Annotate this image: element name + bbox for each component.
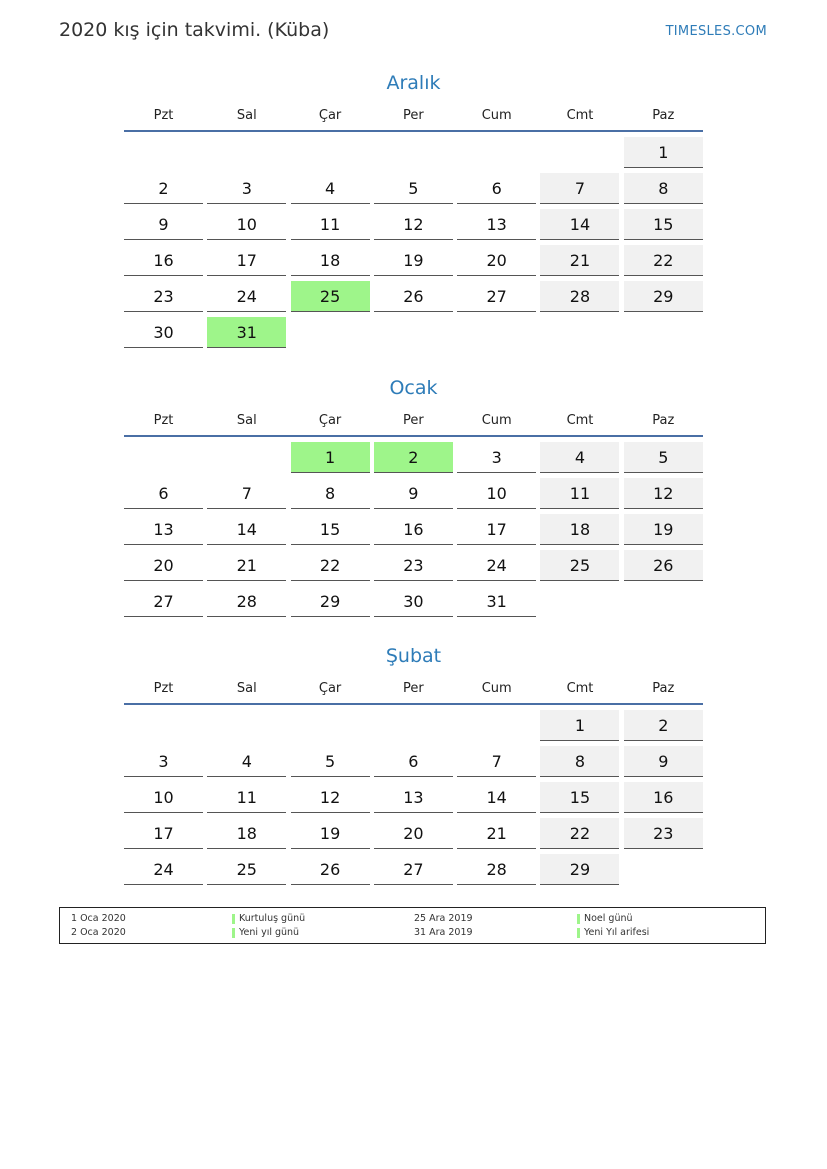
week-row [124,782,703,818]
day-cell: 12 [374,209,453,240]
holiday-color-marker [577,914,580,924]
empty-day-cell [374,710,453,741]
month-title: Aralık [386,72,441,94]
week-row [124,245,703,281]
legend-date: 2 Oca 2020 [71,927,126,938]
day-cell: 29 [291,586,370,617]
empty-day-cell [291,710,370,741]
day-cell: 29 [624,281,703,312]
day-cell: 31 [207,317,286,348]
day-cell: 18 [291,245,370,276]
day-cell: 23 [374,550,453,581]
day-cell: 20 [457,245,536,276]
day-cell: 26 [291,854,370,885]
day-cell: 4 [540,442,619,473]
day-cell: 3 [207,173,286,204]
day-cell: 17 [457,514,536,545]
legend-holiday-name: Yeni yıl günü [239,927,300,938]
day-cell: 25 [207,854,286,885]
day-cell: 19 [624,514,703,545]
day-cell: 7 [457,746,536,777]
day-cell: 28 [457,854,536,885]
empty-day-cell [124,137,203,168]
day-cell: 8 [291,478,370,509]
empty-day-cell [457,317,536,348]
day-cell: 9 [624,746,703,777]
weekday-label: Paz [652,413,675,428]
week-row [124,173,703,209]
empty-day-cell [624,854,703,885]
empty-day-cell [457,137,536,168]
day-cell: 7 [540,173,619,204]
week-row [124,442,703,478]
day-cell: 21 [457,818,536,849]
day-cell: 2 [124,173,203,204]
week-row [124,710,703,746]
week-row [124,550,703,586]
day-cell: 16 [374,514,453,545]
week-row [124,514,703,550]
day-cell: 10 [207,209,286,240]
day-cell: 15 [291,514,370,545]
weekday-label: Sal [236,681,257,696]
empty-day-cell [374,317,453,348]
weekday-label: Cmt [566,681,594,696]
day-cell: 4 [207,746,286,777]
day-cell: 26 [374,281,453,312]
weekday-label: Per [403,108,424,123]
day-cell: 2 [624,710,703,741]
week-row [124,854,703,890]
day-cell: 20 [124,550,203,581]
day-cell: 10 [457,478,536,509]
weekday-label: Çar [318,108,342,123]
weekday-label: Cum [481,108,512,123]
weekday-label: Sal [236,413,257,428]
day-cell: 6 [457,173,536,204]
month-february [124,643,703,890]
day-cell: 19 [374,245,453,276]
empty-day-cell [374,137,453,168]
week-row [124,137,703,173]
week-row [124,317,703,353]
day-cell: 16 [124,245,203,276]
weekday-label: Cum [481,413,512,428]
day-cell: 8 [540,746,619,777]
empty-day-cell [540,586,619,617]
day-cell: 5 [374,173,453,204]
legend-date: 31 Ara 2019 [414,927,473,938]
day-cell: 5 [624,442,703,473]
day-cell: 9 [374,478,453,509]
day-cell: 31 [457,586,536,617]
day-cell: 23 [624,818,703,849]
empty-day-cell [624,586,703,617]
weekday-label: Cmt [566,108,594,123]
legend-date: 25 Ara 2019 [414,913,473,924]
day-cell: 24 [124,854,203,885]
day-cell: 23 [124,281,203,312]
weekday-header [124,681,703,703]
week-row [124,209,703,245]
header-divider [124,130,703,132]
day-cell: 4 [291,173,370,204]
empty-day-cell [540,137,619,168]
day-cell: 21 [207,550,286,581]
empty-day-cell [207,710,286,741]
day-cell: 24 [207,281,286,312]
day-cell: 17 [124,818,203,849]
day-cell: 15 [540,782,619,813]
day-cell: 10 [124,782,203,813]
empty-day-cell [124,710,203,741]
weekday-label: Cum [481,681,512,696]
legend-holiday [232,913,305,924]
day-cell: 18 [207,818,286,849]
day-cell: 11 [540,478,619,509]
header-divider [124,435,703,437]
weekday-label: Cmt [566,413,594,428]
day-cell: 22 [540,818,619,849]
month-december [124,70,703,353]
holiday-color-marker [232,914,235,924]
brand-link[interactable]: TIMESLES.COM [665,24,767,39]
day-cell: 13 [124,514,203,545]
weekday-label: Paz [652,108,675,123]
day-cell: 15 [624,209,703,240]
week-row [124,478,703,514]
weekday-label: Pzt [153,413,174,428]
day-cell: 24 [457,550,536,581]
day-cell: 28 [207,586,286,617]
month-title: Şubat [385,645,442,667]
day-cell: 14 [207,514,286,545]
weekday-label: Pzt [153,108,174,123]
weekday-header [124,413,703,435]
day-cell: 11 [207,782,286,813]
weekday-label: Pzt [153,681,174,696]
day-cell: 8 [624,173,703,204]
legend-holiday-name: Kurtuluş günü [239,913,306,924]
day-cell: 30 [374,586,453,617]
day-cell: 12 [291,782,370,813]
day-cell: 6 [374,746,453,777]
week-row [124,586,703,622]
empty-day-cell [540,317,619,348]
day-cell: 19 [291,818,370,849]
day-cell: 1 [291,442,370,473]
day-cell: 12 [624,478,703,509]
weekday-label: Çar [318,681,342,696]
empty-day-cell [207,442,286,473]
weekday-header [124,108,703,130]
empty-day-cell [291,137,370,168]
legend-holiday-name: Yeni Yıl arifesi [584,927,650,938]
day-cell: 14 [457,782,536,813]
day-cell: 28 [540,281,619,312]
day-cell: 13 [457,209,536,240]
day-cell: 21 [540,245,619,276]
day-cell: 18 [540,514,619,545]
legend-date: 1 Oca 2020 [71,913,126,924]
legend-holiday [577,927,649,938]
empty-day-cell [124,442,203,473]
weekday-label: Paz [652,681,675,696]
day-cell: 14 [540,209,619,240]
day-cell: 13 [374,782,453,813]
day-cell: 25 [540,550,619,581]
holiday-legend [59,907,766,944]
day-cell: 3 [124,746,203,777]
month-title: Ocak [389,377,438,399]
legend-holiday [232,927,299,938]
header-divider [124,703,703,705]
weekday-label: Per [403,413,424,428]
day-cell: 2 [374,442,453,473]
day-cell: 30 [124,317,203,348]
empty-day-cell [457,710,536,741]
day-cell: 27 [124,586,203,617]
page-title: 2020 kış için takvimi. (Küba) [59,19,330,41]
empty-day-cell [291,317,370,348]
day-cell: 3 [457,442,536,473]
day-cell: 22 [624,245,703,276]
day-cell: 22 [291,550,370,581]
empty-day-cell [624,317,703,348]
weekday-label: Çar [318,413,342,428]
day-cell: 20 [374,818,453,849]
week-row [124,281,703,317]
holiday-color-marker [577,928,580,938]
weekday-label: Sal [236,108,257,123]
weekday-label: Per [403,681,424,696]
day-cell: 26 [624,550,703,581]
week-row [124,818,703,854]
day-cell: 27 [374,854,453,885]
day-cell: 7 [207,478,286,509]
day-cell: 5 [291,746,370,777]
empty-day-cell [207,137,286,168]
day-cell: 16 [624,782,703,813]
week-row [124,746,703,782]
day-cell: 27 [457,281,536,312]
day-cell: 1 [540,710,619,741]
holiday-color-marker [232,928,235,938]
day-cell: 11 [291,209,370,240]
day-cell: 6 [124,478,203,509]
month-january [124,375,703,622]
legend-holiday-name: Noel günü [584,913,633,924]
legend-holiday [577,913,633,924]
day-cell: 25 [291,281,370,312]
day-cell: 17 [207,245,286,276]
day-cell: 9 [124,209,203,240]
day-cell: 29 [540,854,619,885]
day-cell: 1 [624,137,703,168]
